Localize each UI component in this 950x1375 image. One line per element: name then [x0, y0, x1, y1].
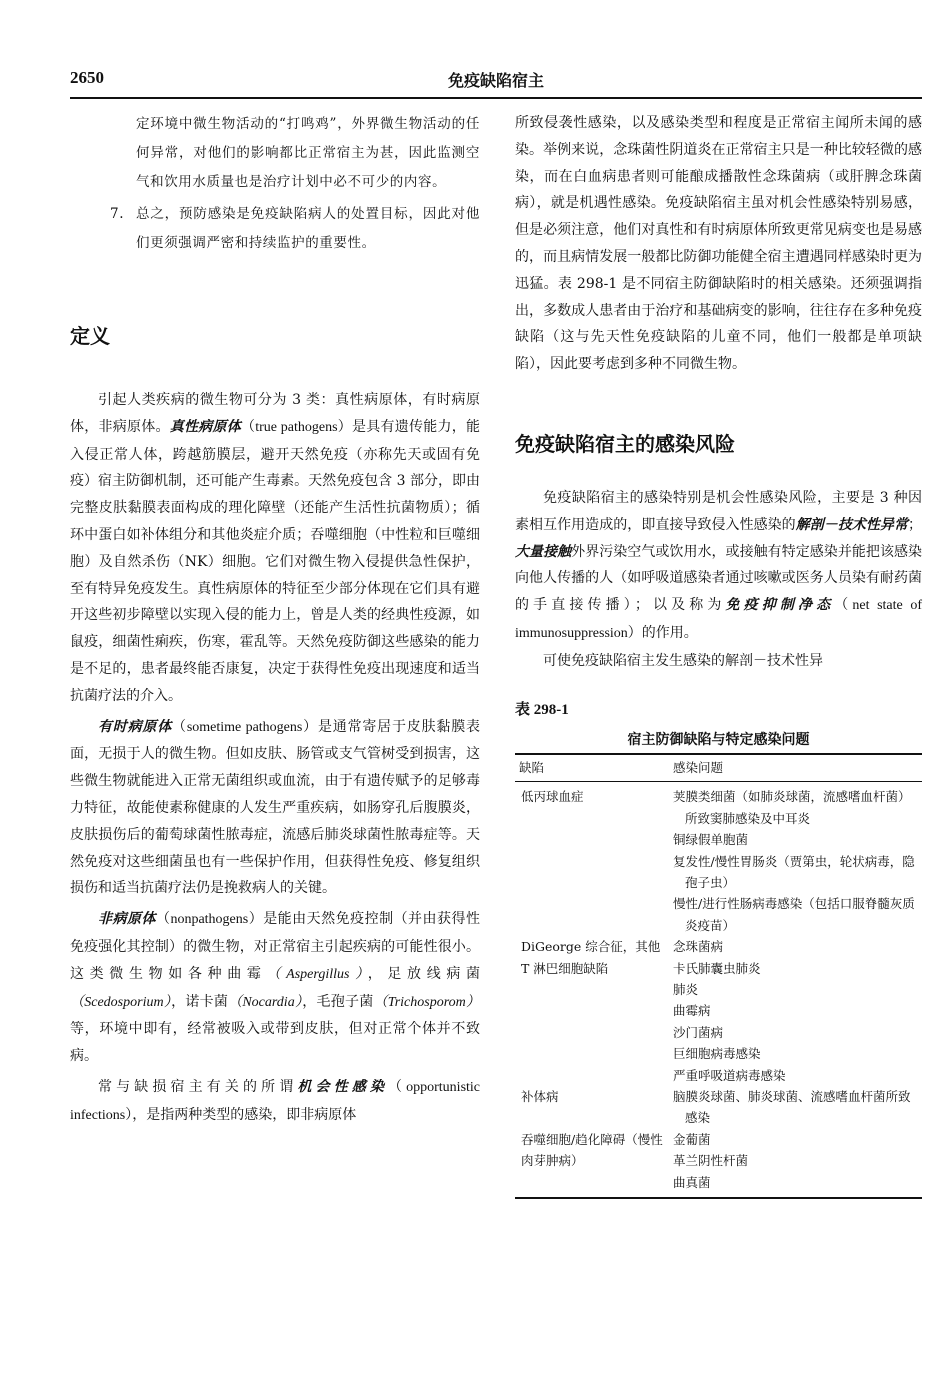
problem-item: 曲霉病: [673, 1003, 711, 1019]
problems-cell: [669, 1129, 922, 1198]
table-row: [515, 1086, 922, 1129]
text-run: ，是指两种类型的感染，即非病原体: [132, 1106, 357, 1123]
term-nonpathogens: 非病原体: [98, 911, 156, 928]
english-term: （true pathogens）: [241, 419, 353, 435]
text-run: 的作用。: [641, 624, 698, 641]
text-run: 是能由天然免疫控制（并由获得性免疫强化其控制）的微生物，对正常宿主引起疾病的可能性很小。这类微生物如各种曲霉: [70, 911, 481, 982]
text-run: 等，环境中即有，经常被吸入或带到皮肤，但对正常个体并不致病。: [70, 1021, 480, 1065]
term-opportunistic-infections: 机会性感染: [297, 1078, 388, 1095]
problem-item: 铜绿假单胞菌: [673, 832, 749, 848]
table-row: [515, 936, 922, 1086]
text-run: 是通常寄居于皮肤黏膜表面，无损于人的微生物。但如皮肤、肠管或支气管树受到损害，这些微生物就能进入正常无菌组织或血流，由于有遗传赋予的足够毒力特征，故能使素称健康的人发生严重疾病，如肠穿孔后腹膜炎，皮肤损伤后的葡萄球菌性脓毒症，流感后肺炎球菌性脓毒症等。天然免疫对这些细菌虽也有一些保护作用，但获得性免疫、修复组织损伤和适当抗菌疗法仍是挽救病人的关键。: [70, 718, 481, 897]
defect-cell: 吞噬细胞/趋化障碍（慢性肉芽肿病）: [515, 1129, 669, 1198]
problem-item: 脑膜炎球菌、肺炎球菌、流感嗜血杆菌所致感染: [673, 1089, 911, 1126]
problem-item: 革兰阴性杆菌: [673, 1153, 749, 1169]
note-number: 7.: [110, 206, 125, 222]
header-defect: 缺陷: [515, 754, 669, 782]
paragraph-true-pathogens: [70, 387, 480, 710]
problem-item: 肺炎: [673, 982, 699, 997]
problems-cell: [669, 1086, 922, 1129]
right-column: [515, 110, 922, 1199]
text-run: ；: [908, 516, 923, 533]
note-item-7: [70, 200, 480, 258]
problem-item: 沙门菌病: [673, 1024, 724, 1040]
defects-table: [515, 753, 922, 1199]
problem-item: 金葡菌: [673, 1131, 711, 1147]
text-run: 常与缺损宿主有关的所谓: [98, 1078, 298, 1095]
term-true-pathogens: 真性病原体: [169, 418, 241, 435]
problems-cell: [669, 782, 922, 936]
english-term: （opportunistic infections）: [70, 1079, 481, 1123]
problems-cell: [669, 936, 922, 1086]
table-label: 表 298-1: [515, 701, 569, 718]
defect-cell: 低丙球血症: [521, 789, 584, 805]
table-header-row: [515, 754, 922, 782]
text-run: 引起人类疾病的微生物可分为 3 类：真性病原体，有时病原体，非病原体。: [70, 392, 480, 435]
section-title-infection-risk: 免疫缺陷宿主的感染风险: [515, 431, 735, 456]
table-title: 宿主防御缺陷与特定感染问题: [627, 732, 810, 749]
header-rule: [70, 97, 922, 99]
problem-item: 曲真菌: [673, 1174, 711, 1190]
left-column: [70, 110, 480, 1130]
note-continuation: 定环境中微生物活动的“打鸣鸡”，外界微生物活动的任何异常，对他们的影响都比正常宿主为甚，因此监测空气和饮用水质量也是治疗计划中必不可少的内容。: [136, 116, 480, 190]
term-anatomic-technical: 解剖－技术性异常: [795, 516, 909, 533]
paragraph-anatomic-lead: 可使免疫缺陷宿主发生感染的解剖－技术性异: [543, 652, 823, 669]
paragraph-opportunistic-cont: 所致侵袭性感染，以及感染类型和程度是正常宿主闻所未闻的感染。举例来说，念珠菌性阴道炎在正常宿主只是一种比较轻微的感染，而在白血病患者则可能酿成播散性念珠菌病（或肝脾念珠菌病），就是机遇性感染。免疫缺陷宿主虽对机会性感染特别易感，但是必须注意，他们对真性和有时病原体所致更常见病变也是易感的，而且病情发展一般都比防御功能健全宿主遭遇同样感染时更为迅猛。表 298-1 是不同宿主防御缺陷时的相关感染。还须强调指出，多数成人患者由于治疗和基础病变的影响，往往存在多种免疫缺陷（这与先天性免疫缺陷的儿童不同，他们一般都是单项缺陷），因此要考虑到多种不同微生物。: [515, 115, 922, 373]
text-run: 是具有遗传能力，能入侵正常人体，跨越筋膜层，避开天然免疫（亦称先天或固有免疫）宿主防御机制，还可能产生毒素。天然免疫包含 3 部分，即由完整皮肤黏膜表面构成的理化障壁（还能产生活性抗菌物质）；循环中蛋白如补体组分和其他炎症介质；吞噬细胞（中性粒和巨噬细胞）及自然杀伤（NK）细胞。它们对微生物入侵提供急性保护，至有特异免疫发生。真性病原体的特征至少部分体现在它们具有避开这些初步障壁以实现入侵的能力上，曾是人类的经典性疫源，如鼠疫，细菌性痢疾，伤寒，霍乱等。天然免疫防御这些感染的能力是不足的，患者最终能否康复，决定于获得性免疫出现速度和适当抗菌疗法的介入。: [70, 418, 481, 704]
defect-cell: 补体病: [521, 1089, 559, 1105]
english-term: （net state of immunosuppression）: [515, 598, 923, 641]
text-run: 免疫缺陷宿主的感染特别是机会性感染风险，主要是 3 种因素相互作用造成的，即直接导致侵入性感染的: [515, 489, 922, 533]
english-term: （sometime pathogens）: [172, 719, 318, 735]
text-run: 外界污染空气或饮用水，或接触有特定感染并能把该感染向他人传播的人（如呼吸道感染者通过咳嗽或医务人员染有耐药菌的手直接传播）；以及称为: [515, 543, 923, 614]
problem-item: 巨细胞病毒感染: [673, 1046, 761, 1062]
paragraph-risk-factors: [515, 485, 922, 648]
latin-name: （Scedosporium）: [70, 994, 172, 1010]
term-sometime-pathogens: 有时病原体: [98, 718, 173, 735]
paragraph-nonpathogens: [70, 906, 480, 1070]
problem-item: 荚膜类细菌（如肺炎球菌，流感嗜血杆菌）所致窦肺感染及中耳炎: [673, 789, 911, 826]
running-title: 免疫缺陷宿主: [447, 71, 544, 90]
paragraph-opportunistic: [70, 1074, 480, 1130]
table-row: [515, 1129, 922, 1198]
text-run: ，足放线病菌: [367, 965, 481, 982]
text-run: ，毛孢子菌: [302, 993, 374, 1010]
note-text: 总之，预防感染是免疫缺陷病人的处置目标，因此对他们更须强调严密和持续监护的重要性。: [136, 206, 480, 251]
latin-name: （Trichosporom）: [373, 994, 481, 1010]
term-heavy-exposure: 大量接触: [515, 543, 572, 560]
text-run: ，诺卡菌: [171, 993, 229, 1010]
english-term: （nonpathogens）: [155, 912, 264, 928]
problem-item: 复发性/慢性胃肠炎（贾第虫，轮状病毒，隐孢子虫）: [673, 853, 915, 890]
section-title-definition: 定义: [70, 324, 110, 348]
page-header: [70, 68, 922, 94]
latin-name: （Aspergillus）: [266, 966, 368, 982]
term-net-immunosuppression: 免疫抑制净态: [725, 597, 835, 614]
table-row: [515, 782, 922, 936]
problem-item: 念珠菌病: [673, 939, 724, 955]
latin-name: （Nocardia）: [228, 994, 303, 1010]
defect-cell: DiGeorge 综合征，其他 T 淋巴细胞缺陷: [521, 939, 661, 976]
page-number: 2650: [70, 68, 104, 87]
problem-item: 慢性/进行性肠病毒感染（包括口服脊髓灰质炎疫苗）: [673, 896, 915, 933]
problem-item: 严重呼吸道病毒感染: [673, 1067, 786, 1083]
header-problems: 感染问题: [669, 754, 922, 782]
paragraph-sometime-pathogens: [70, 714, 480, 903]
problem-item: 卡氏肺囊虫肺炎: [673, 960, 761, 976]
